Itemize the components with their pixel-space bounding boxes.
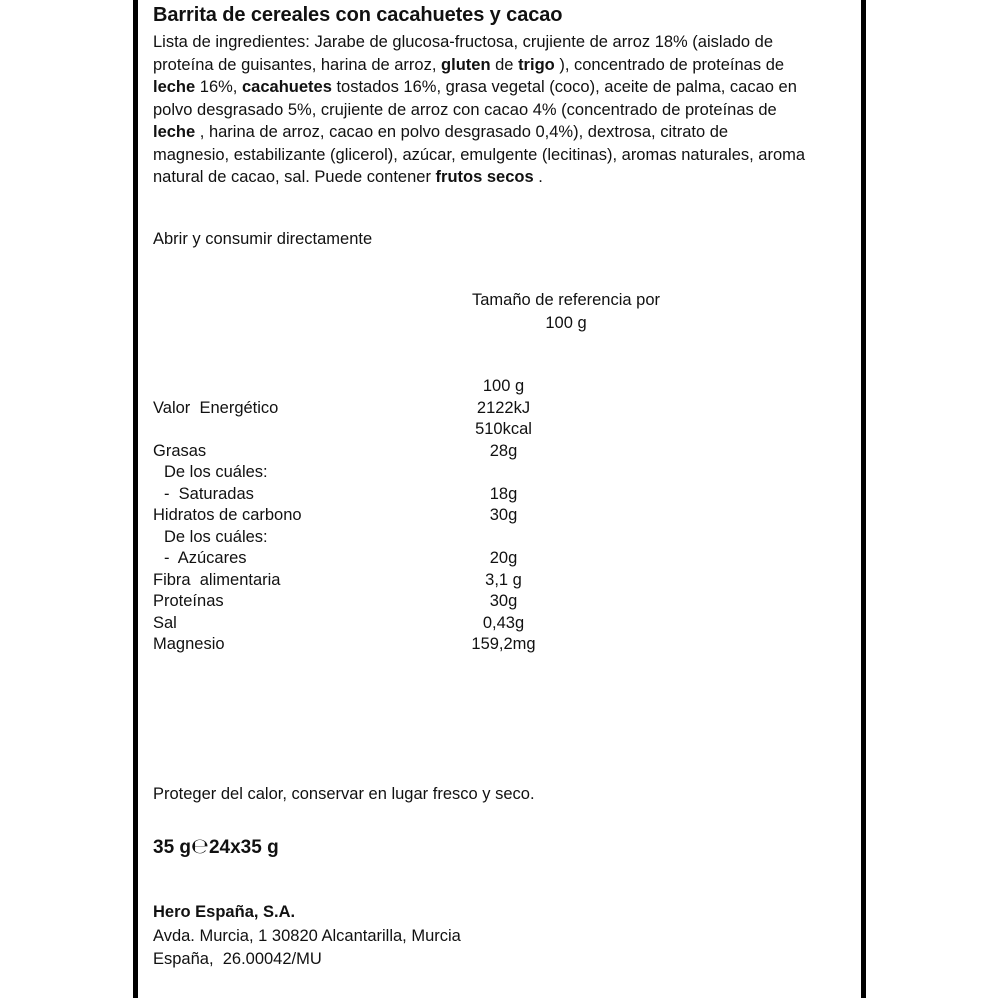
nutrient-label: Magnesio xyxy=(153,635,225,653)
nutrient-label: - Saturadas xyxy=(164,484,254,503)
ingredients-text-part: , harina de arroz, cacao en polvo desgrasado 0,4%), dextrosa, citrato de magnesio, estabilizante (glicerol), azúcar, emulgente (lecitinas), aromas naturales, aroma natural de cacao, sal. Puede contener xyxy=(153,123,806,186)
nutrition-label-panel xyxy=(133,0,866,998)
table-row xyxy=(153,442,613,464)
company-address: Avda. Murcia, 1 30820 Alcantarilla, Murcia xyxy=(153,926,461,945)
table-row xyxy=(153,506,613,528)
table-row xyxy=(153,420,613,442)
table-row xyxy=(153,485,613,507)
label-content xyxy=(153,0,853,998)
nutrient-label: Fibra alimentaria xyxy=(153,570,281,589)
nutrient-value: 28g xyxy=(489,441,518,460)
ingredients-text-part: ), concentrado de proteínas de xyxy=(554,55,785,74)
ingredients-list xyxy=(153,31,808,189)
allergen-trigo: trigo xyxy=(518,55,555,74)
allergen-cacahuetes: cacahuetes xyxy=(241,78,332,96)
ingredients-text-part: de xyxy=(490,55,519,74)
allergen-leche-1: leche xyxy=(153,78,196,96)
reference-size-amount: 100 g xyxy=(545,314,587,332)
table-header-row xyxy=(153,377,613,399)
nutrient-label: - Azúcares xyxy=(164,549,247,567)
net-quantity xyxy=(153,834,279,859)
storage-instructions: Proteger del calor, conservar en lugar fresco y seco. xyxy=(153,785,535,803)
nutrient-value: 20g xyxy=(489,549,518,567)
estimated-sign-icon: ℮ xyxy=(191,834,209,858)
table-row xyxy=(153,399,613,421)
allergen-gluten: gluten xyxy=(441,55,491,74)
table-row xyxy=(153,528,613,550)
ingredients-text-part: tostados 16%, grasa vegetal (coco), aceite de palma, cacao en polvo desgrasado 5%, crujiente de arroz con cacao 4% (concentrado de proteínas de xyxy=(153,78,797,119)
nutrient-label: Hidratos de carbono xyxy=(153,506,302,524)
allergen-frutos-secos: frutos secos xyxy=(435,168,534,186)
table-row xyxy=(153,571,613,593)
manufacturer-block xyxy=(153,901,461,972)
table-row xyxy=(153,592,613,614)
table-row xyxy=(153,635,613,657)
ingredients-text-part: 16%, xyxy=(195,78,242,96)
nutrient-label: De los cuáles: xyxy=(164,463,268,481)
ingredients-text-part: . xyxy=(533,168,543,186)
nutrient-value: 18g xyxy=(489,484,518,503)
nutrient-label: Proteínas xyxy=(153,592,224,610)
table-row xyxy=(153,463,613,485)
page-title: Barrita de cereales con cacahuetes y cacao xyxy=(153,4,563,26)
nutrient-label: Valor Energético xyxy=(153,398,279,417)
nutrient-value: 30g xyxy=(489,506,518,524)
nutrient-value: 2122kJ xyxy=(476,398,531,417)
net-weight: 35 g xyxy=(153,837,192,858)
nutrient-label: De los cuáles: xyxy=(164,527,268,546)
table-row xyxy=(153,549,613,571)
nutrient-value: 30g xyxy=(489,592,518,610)
pack-count: 24x35 g xyxy=(208,837,279,858)
reference-size-heading: Tamaño de referencia por xyxy=(471,291,661,309)
nutrient-value: 0,43g xyxy=(482,613,525,632)
company-country: España, 26.00042/MU xyxy=(153,950,322,968)
nutrient-label: Sal xyxy=(153,613,177,632)
nutrient-label: Grasas xyxy=(153,441,207,460)
usage-instructions: Abrir y consumir directamente xyxy=(153,230,373,248)
table-row xyxy=(153,614,613,636)
company-name: Hero España, S.A. xyxy=(153,903,296,921)
nutrient-value: 3,1 g xyxy=(485,570,522,589)
nutrient-value: 159,2mg xyxy=(471,635,536,653)
allergen-leche-2: leche xyxy=(153,123,196,141)
nutrition-table xyxy=(153,377,613,657)
column-header-100g: 100 g xyxy=(482,377,525,395)
nutrition-rows xyxy=(153,399,613,657)
ingredients-text-part: Lista de ingredientes: Jarabe de glucosa-fructosa, crujiente de arroz 18% (aislado de proteína de guisantes, harina de arroz, xyxy=(153,33,774,74)
nutrient-value: 510kcal xyxy=(475,420,532,438)
reference-size-block xyxy=(441,289,691,335)
